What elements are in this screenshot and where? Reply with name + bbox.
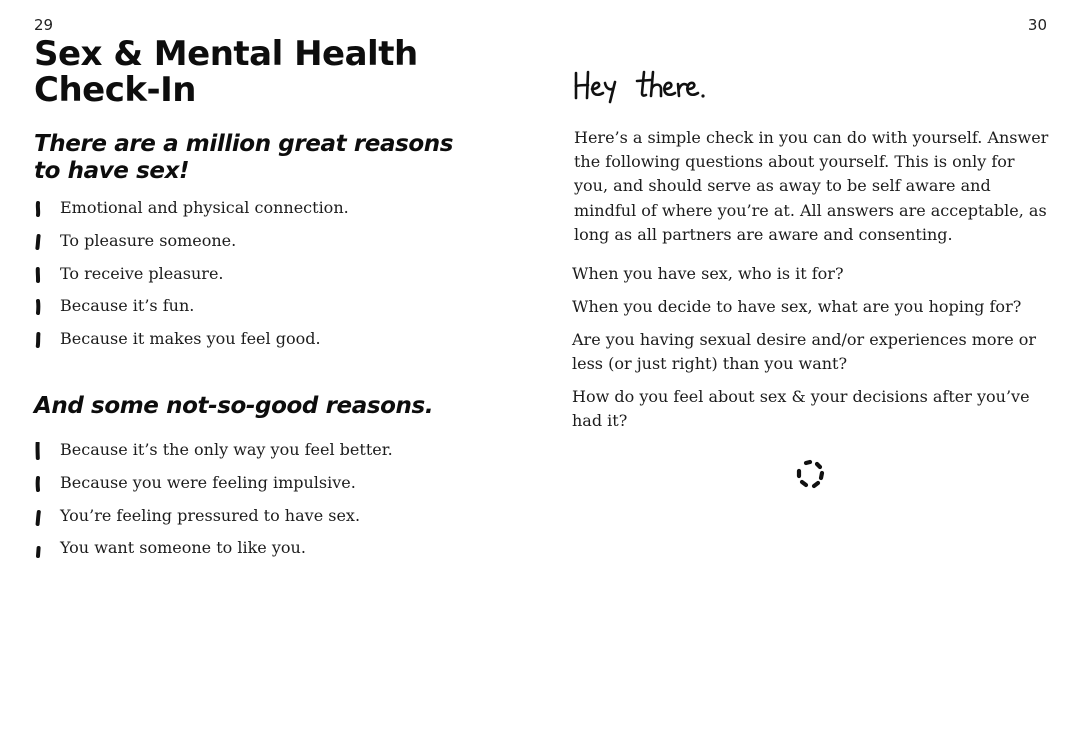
bad-reason-text: Because you were feeling impulsive. — [60, 472, 356, 492]
brush-stroke-bullet-icon — [34, 233, 42, 251]
page-number-right: 30 — [1027, 16, 1047, 34]
good-reason-item — [34, 229, 504, 262]
good-reason-text: To receive pleasure. — [60, 263, 224, 283]
good-reason-item — [34, 196, 504, 229]
check-in-question: When you have sex, who is it for? — [572, 264, 844, 284]
brush-stroke-bullet-icon — [34, 298, 42, 316]
brush-stroke-bullet-icon — [34, 331, 42, 349]
bad-reason-text: Because it’s the only way you feel better. — [60, 439, 393, 459]
good-reason-text: Because it makes you feel good. — [60, 329, 321, 349]
handwritten-greeting — [572, 64, 712, 108]
dashed-circle-icon — [793, 457, 827, 491]
good-reason-item — [34, 262, 504, 295]
check-in-question: Are you having sexual desire and/or experiences more or less (or just right) than you want? — [572, 329, 1037, 373]
good-reasons-list — [34, 196, 504, 360]
page-title-line-2: Check-In — [34, 70, 196, 110]
good-reason-text: To pleasure someone. — [60, 230, 237, 250]
bad-reason-text: You’re feeling pressured to have sex. — [60, 505, 361, 525]
bad-reason-item — [34, 438, 504, 471]
brush-stroke-bullet-icon — [34, 442, 42, 460]
bad-reason-item — [34, 536, 504, 569]
good-reasons-heading: There are a million great reasons to have sex! — [34, 131, 454, 184]
bad-reason-item — [34, 471, 504, 504]
brush-stroke-bullet-icon — [34, 508, 42, 526]
page-title-line-1: Sex & Mental Health — [34, 34, 418, 74]
brush-stroke-bullet-icon — [34, 540, 42, 558]
left-page — [34, 36, 504, 569]
brush-stroke-bullet-icon — [34, 200, 42, 218]
check-in-question: How do you feel about sex & your decisions after you’ve had it? — [572, 386, 1030, 430]
page-number-left: 29 — [34, 16, 54, 34]
page-title — [34, 36, 504, 108]
good-reason-text: Because it’s fun. — [60, 296, 195, 316]
good-reason-text: Emotional and physical connection. — [60, 198, 349, 217]
bad-reason-item — [34, 504, 504, 537]
good-reason-item — [34, 327, 504, 360]
bad-reasons-list — [34, 438, 504, 569]
bad-reason-text: You want someone to like you. — [60, 538, 306, 558]
brush-stroke-bullet-icon — [34, 266, 42, 284]
good-reason-item — [34, 294, 504, 327]
check-in-question: When you decide to have sex, what are you hoping for? — [572, 296, 1022, 316]
right-page — [572, 64, 1050, 433]
bad-reasons-heading: And some not-so-good reasons. — [34, 392, 434, 419]
brush-stroke-bullet-icon — [34, 475, 42, 493]
intro-paragraph: Here’s a simple check in you can do with yourself. Answer the following questions about yourself. This is only for you, and should serve as away to be self aware and mindful of where you’re at. All answers are acceptable, as long as all partners are aware and consenting. — [574, 128, 1049, 244]
